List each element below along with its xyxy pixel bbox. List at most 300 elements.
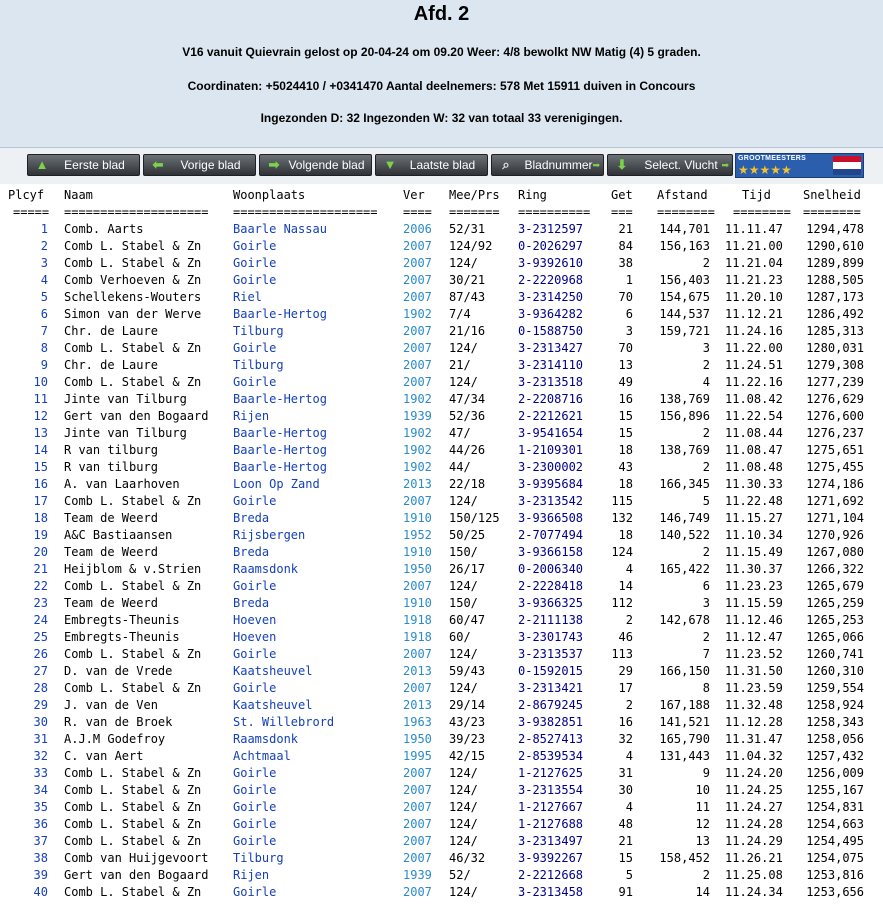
plcyf-cell: 13	[33, 426, 48, 440]
afstand-cell: 144,701	[659, 222, 710, 236]
ver-link[interactable]: 2007	[403, 681, 432, 695]
plcyf-cell: 22	[33, 579, 48, 593]
afstand-cell: 12	[695, 817, 710, 831]
ver-link[interactable]: 1950	[403, 732, 432, 746]
afstand-cell: 2	[702, 460, 710, 474]
ring-link[interactable]: 3-2313554	[518, 783, 584, 797]
ring-link[interactable]: 3-2313542	[518, 494, 584, 508]
naam-link: Jinte van Tilburg	[64, 426, 187, 440]
get-cell: 30	[618, 783, 633, 797]
tijd-cell: 11.24.29	[725, 834, 783, 848]
table-row	[0, 391, 883, 408]
ver-link[interactable]: 1902	[403, 460, 432, 474]
afstand-cell: 154,675	[659, 290, 710, 304]
mee-prs-cell: 52/36	[449, 409, 486, 423]
ver-link[interactable]: 1910	[403, 596, 432, 610]
naam-link: A&C Bastiaansen	[64, 528, 173, 542]
woonplaats-link[interactable]: Breda	[233, 596, 270, 610]
woonplaats-link[interactable]: Goirle	[233, 834, 277, 848]
naam-link: R van tilburg	[64, 460, 158, 474]
get-cell: 15	[618, 426, 633, 440]
select-flight-button[interactable]: ⬇ Select. Vlucht ➡	[607, 154, 733, 176]
ring-link[interactable]: 3-2313497	[518, 834, 584, 848]
ring-link[interactable]: 0-2006340	[518, 562, 584, 576]
woonplaats-link[interactable]: Rijen	[233, 409, 270, 423]
ver-link[interactable]: 1939	[403, 868, 432, 882]
ver-link[interactable]: 1902	[403, 426, 432, 440]
get-cell: 18	[618, 477, 633, 491]
naam-link: Simon van der Werve	[64, 307, 202, 321]
ver-link[interactable]: 2013	[403, 698, 432, 712]
naam-link: Chr. de Laure	[64, 324, 158, 338]
woonplaats-link[interactable]: Tilburg	[233, 324, 284, 338]
woonplaats-link[interactable]: Raamsdonk	[233, 562, 299, 576]
woonplaats-link[interactable]: Goirle	[233, 800, 277, 814]
snelheid-cell: 1277,239	[806, 375, 864, 389]
afstand-cell: 158,452	[659, 851, 710, 865]
woonplaats-link[interactable]: St. Willebrord	[233, 715, 335, 729]
plcyf-cell: 16	[33, 477, 48, 491]
ring-link[interactable]: 3-2312597	[518, 222, 584, 236]
get-cell: 32	[618, 732, 633, 746]
table-row	[0, 629, 883, 646]
ring-link[interactable]: 0-1592015	[518, 664, 584, 678]
woonplaats-link[interactable]: Rijsbergen	[233, 528, 306, 542]
naam-link: Comb Verhoeven & Zn	[64, 273, 202, 287]
get-cell: 84	[618, 239, 633, 253]
get-cell: 132	[611, 511, 633, 525]
snelheid-cell: 1294,478	[806, 222, 864, 236]
tijd-cell: 11.08.44	[725, 426, 783, 440]
woonplaats-link[interactable]: Goirle	[233, 494, 277, 508]
ring-link[interactable]: 3-2301743	[518, 630, 584, 644]
tijd-cell: 11.08.47	[725, 443, 783, 457]
ver-link[interactable]: 2007	[403, 324, 432, 338]
ring-link[interactable]: 3-9541654	[518, 426, 584, 440]
col-header-ring: Ring	[518, 188, 547, 202]
first-page-button[interactable]: ▲ Eerste blad	[27, 154, 140, 176]
plcyf-cell: 24	[33, 613, 48, 627]
tijd-cell: 11.23.23	[725, 579, 783, 593]
ring-link[interactable]: 3-9392610	[518, 256, 584, 270]
table-header	[0, 187, 883, 204]
woonplaats-link[interactable]: Goirle	[233, 885, 277, 899]
col-header-snelheid: Snelheid	[803, 188, 861, 202]
snelheid-cell: 1286,492	[806, 307, 864, 321]
chevron-right-icon: ➡	[592, 160, 600, 170]
naam-link: D. van de Vrede	[64, 664, 173, 678]
snelheid-cell: 1275,651	[806, 443, 864, 457]
col-header-naam: Naam	[64, 188, 93, 202]
coordinates-line: Coordinaten: +5024410 / +0341470 Aantal deelnemers: 578 Met 15911 duiven in Concours	[187, 79, 696, 93]
snelheid-cell: 1276,237	[806, 426, 864, 440]
next-page-button[interactable]: ➡ Volgende blad	[259, 154, 372, 176]
plcyf-cell: 11	[33, 392, 48, 406]
mee-prs-cell: 44/	[449, 460, 471, 474]
mee-prs-cell: 124/	[449, 783, 478, 797]
woonplaats-link[interactable]: Baarle-Hertog	[233, 460, 327, 474]
separator: ========	[733, 205, 791, 219]
col-header-plcyf: Plcyf	[8, 188, 45, 202]
plcyf-cell: 20	[33, 545, 48, 559]
ver-link[interactable]: 2007	[403, 358, 432, 372]
woonplaats-link[interactable]: Loon Op Zand	[233, 477, 320, 491]
naam-link: Embregts-Theunis	[64, 630, 180, 644]
ring-link[interactable]: 2-2212621	[518, 409, 584, 423]
page-header	[0, 0, 883, 148]
ver-link[interactable]: 2007	[403, 341, 432, 355]
ver-link[interactable]: 1910	[403, 511, 432, 525]
plcyf-cell: 38	[33, 851, 48, 865]
mee-prs-cell: 30/21	[449, 273, 486, 287]
tijd-cell: 11.30.33	[725, 477, 783, 491]
ver-link[interactable]: 1918	[403, 613, 432, 627]
ring-link[interactable]: 2-8539534	[518, 749, 584, 763]
ring-link[interactable]: 2-2220968	[518, 273, 584, 287]
ver-link[interactable]: 2013	[403, 664, 432, 678]
ring-link[interactable]: 0-2026297	[518, 239, 584, 253]
ring-link[interactable]: 2-2111138	[518, 613, 584, 627]
ring-link[interactable]: 2-8527413	[518, 732, 584, 746]
snelheid-cell: 1271,692	[806, 494, 864, 508]
woonplaats-link[interactable]: Tilburg	[233, 358, 284, 372]
afstand-cell: 144,537	[659, 307, 710, 321]
flight-info-line: V16 vanuit Quievrain gelost op 20-04-24 om 09.20 Weer: 4/8 bewolkt NW Matig (4) 5 graden.	[182, 45, 701, 59]
previous-page-button[interactable]: ⬅ Vorige blad	[143, 154, 256, 176]
plcyf-cell: 39	[33, 868, 48, 882]
mee-prs-cell: 124/	[449, 647, 478, 661]
mee-prs-cell: 26/17	[449, 562, 486, 576]
afstand-cell: 146,749	[659, 511, 710, 525]
woonplaats-link[interactable]: Breda	[233, 511, 270, 525]
naam-link: Schellekens-Wouters	[64, 290, 202, 304]
afstand-cell: 156,403	[659, 273, 710, 287]
woonplaats-link[interactable]: Rijen	[233, 868, 270, 882]
tijd-cell: 11.15.27	[725, 511, 783, 525]
get-cell: 15	[618, 409, 633, 423]
tijd-cell: 11.25.08	[725, 868, 783, 882]
woonplaats-link[interactable]: Goirle	[233, 783, 277, 797]
snelheid-cell: 1265,253	[806, 613, 864, 627]
plcyf-cell: 26	[33, 647, 48, 661]
ver-link[interactable]: 1918	[403, 630, 432, 644]
afstand-cell: 2	[702, 426, 710, 440]
naam-link: Comb L. Stabel & Zn	[64, 256, 202, 270]
naam-link: J. van de Ven	[64, 698, 158, 712]
ring-link[interactable]: 3-9366508	[518, 511, 584, 525]
ver-link[interactable]: 2007	[403, 834, 432, 848]
ring-link[interactable]: 2-2208716	[518, 392, 584, 406]
table-row	[0, 850, 883, 867]
ver-link[interactable]: 2007	[403, 783, 432, 797]
plcyf-cell: 4	[40, 273, 48, 287]
table-row	[0, 476, 883, 493]
get-cell: 18	[618, 443, 633, 457]
woonplaats-link[interactable]: Goirle	[233, 273, 277, 287]
woonplaats-link[interactable]: Raamsdonk	[233, 732, 299, 746]
woonplaats-link[interactable]: Goirle	[233, 647, 277, 661]
table-row	[0, 510, 883, 527]
tijd-cell: 11.22.54	[725, 409, 783, 423]
ver-link[interactable]: 1939	[403, 409, 432, 423]
navigation-toolbar	[0, 148, 883, 184]
ring-link[interactable]: 2-7077494	[518, 528, 584, 542]
ver-link[interactable]: 1995	[403, 749, 432, 763]
woonplaats-link[interactable]: Goirle	[233, 375, 277, 389]
naam-link: Comb L. Stabel & Zn	[64, 834, 202, 848]
ring-link[interactable]: 3-9382851	[518, 715, 584, 729]
ver-link[interactable]: 2007	[403, 375, 432, 389]
mee-prs-cell: 29/14	[449, 698, 486, 712]
plcyf-cell: 31	[33, 732, 48, 746]
ver-link[interactable]: 2007	[403, 579, 432, 593]
snelheid-cell: 1271,104	[806, 511, 864, 525]
woonplaats-link[interactable]: Goirle	[233, 817, 277, 831]
woonplaats-link[interactable]: Baarle-Hertog	[233, 307, 327, 321]
tijd-cell: 11.24.27	[725, 800, 783, 814]
snelheid-cell: 1280,031	[806, 341, 864, 355]
get-cell: 43	[618, 460, 633, 474]
plcyf-cell: 19	[33, 528, 48, 542]
ring-link[interactable]: 3-2300002	[518, 460, 584, 474]
ver-link[interactable]: 2007	[403, 766, 432, 780]
submission-line: Ingezonden D: 32 Ingezonden W: 32 van totaal 33 verenigingen.	[260, 111, 623, 125]
table-row	[0, 816, 883, 833]
ver-link[interactable]: 2007	[403, 256, 432, 270]
plcyf-cell: 25	[33, 630, 48, 644]
tijd-cell: 11.24.51	[725, 358, 783, 372]
naam-link: Comb L. Stabel & Zn	[64, 817, 202, 831]
plcyf-cell: 14	[33, 443, 48, 457]
ver-link[interactable]: 2007	[403, 885, 432, 899]
table-row	[0, 714, 883, 731]
tijd-cell: 11.22.48	[725, 494, 783, 508]
table-row	[0, 255, 883, 272]
naam-link: Comb L. Stabel & Zn	[64, 239, 202, 253]
col-header-woonplaats: Woonplaats	[233, 188, 306, 202]
naam-link: Jinte van Tilburg	[64, 392, 187, 406]
ring-link[interactable]: 3-9392267	[518, 851, 584, 865]
naam-link: Heijblom & v.Strien	[64, 562, 202, 576]
ring-link[interactable]: 1-2127667	[518, 800, 584, 814]
mee-prs-cell: 47/	[449, 426, 471, 440]
ver-link[interactable]: 2007	[403, 851, 432, 865]
col-header-tijd: Tijd	[742, 188, 771, 202]
star-rating-icon: ★★★★★	[738, 163, 792, 177]
table-row	[0, 731, 883, 748]
table-row	[0, 408, 883, 425]
ring-link[interactable]: 2-2212668	[518, 868, 584, 882]
naam-link: Comb van Huijgevoort	[64, 851, 209, 865]
ring-link[interactable]: 3-9366325	[518, 596, 584, 610]
tijd-cell: 11.31.47	[725, 732, 783, 746]
col-header-mee-prs: Mee/Prs	[449, 188, 500, 202]
afstand-cell: 8	[702, 681, 710, 695]
tijd-cell: 11.12.28	[725, 715, 783, 729]
plcyf-cell: 40	[33, 885, 48, 899]
ring-link[interactable]: 3-2313421	[518, 681, 584, 695]
ver-link[interactable]: 2007	[403, 239, 432, 253]
woonplaats-link[interactable]: Goirle	[233, 256, 277, 270]
ring-link[interactable]: 1-2109301	[518, 443, 584, 457]
table-body	[0, 221, 883, 901]
snelheid-cell: 1266,322	[806, 562, 864, 576]
table-row	[0, 765, 883, 782]
last-page-button[interactable]: ▼ Laatste blad	[375, 154, 488, 176]
table-row	[0, 782, 883, 799]
table-row	[0, 374, 883, 391]
woonplaats-link[interactable]: Breda	[233, 545, 270, 559]
plcyf-cell: 7	[40, 324, 48, 338]
afstand-cell: 156,163	[659, 239, 710, 253]
afstand-cell: 166,150	[659, 664, 710, 678]
ring-link[interactable]: 2-2228418	[518, 579, 584, 593]
snelheid-cell: 1270,926	[806, 528, 864, 542]
table-row	[0, 527, 883, 544]
tijd-cell: 11.24.34	[725, 885, 783, 899]
ver-link[interactable]: 1902	[403, 307, 432, 321]
arrow-left-icon: ⬅	[152, 157, 164, 172]
naam-link: Comb L. Stabel & Zn	[64, 375, 202, 389]
arrow-up-icon: ▲	[35, 157, 49, 172]
ring-link[interactable]: 3-9364282	[518, 307, 584, 321]
ring-link[interactable]: 3-2313518	[518, 375, 584, 389]
mee-prs-cell: 7/4	[449, 307, 471, 321]
mee-prs-cell: 124/	[449, 817, 478, 831]
grootmeesters-logo[interactable]: GROOTMEESTERS ★★★★★	[735, 153, 864, 178]
snelheid-cell: 1260,741	[806, 647, 864, 661]
tijd-cell: 11.08.48	[725, 460, 783, 474]
woonplaats-link[interactable]: Achtmaal	[233, 749, 291, 763]
get-cell: 115	[611, 494, 633, 508]
ring-link[interactable]: 0-1588750	[518, 324, 584, 338]
woonplaats-link[interactable]: Goirle	[233, 239, 277, 253]
naam-link: Gert van den Bogaard	[64, 409, 209, 423]
ring-link[interactable]: 3-9395684	[518, 477, 584, 491]
download-icon: ⬇	[616, 157, 628, 172]
woonplaats-link[interactable]: Baarle Nassau	[233, 222, 327, 236]
page-number-button[interactable]: ⌕ Bladnummer ➡	[491, 154, 604, 176]
get-cell: 70	[618, 290, 633, 304]
ring-link[interactable]: 3-2314110	[518, 358, 584, 372]
woonplaats-link[interactable]: Riel	[233, 290, 262, 304]
woonplaats-link[interactable]: Kaatsheuvel	[233, 698, 313, 712]
ver-link[interactable]: 2007	[403, 817, 432, 831]
woonplaats-link[interactable]: Baarle-Hertog	[233, 443, 327, 457]
ver-link[interactable]: 1902	[403, 392, 432, 406]
afstand-cell: 2	[702, 868, 710, 882]
afstand-cell: 165,422	[659, 562, 710, 576]
tijd-cell: 11.12.46	[725, 613, 783, 627]
get-cell: 14	[618, 579, 633, 593]
mee-prs-cell: 124/92	[449, 239, 493, 253]
header-separator	[0, 204, 883, 221]
woonplaats-link[interactable]: Baarle-Hertog	[233, 426, 327, 440]
afstand-cell: 131,443	[659, 749, 710, 763]
ring-link[interactable]: 3-2313537	[518, 647, 584, 661]
plcyf-cell: 27	[33, 664, 48, 678]
ring-link[interactable]: 2-8679245	[518, 698, 584, 712]
get-cell: 112	[611, 596, 633, 610]
plcyf-cell: 36	[33, 817, 48, 831]
naam-link: A.J.M Godefroy	[64, 732, 166, 746]
ring-link[interactable]: 3-2313427	[518, 341, 584, 355]
ver-link[interactable]: 2007	[403, 647, 432, 661]
get-cell: 21	[618, 834, 633, 848]
naam-link: Comb L. Stabel & Zn	[64, 681, 202, 695]
plcyf-cell: 15	[33, 460, 48, 474]
woonplaats-link[interactable]: Kaatsheuvel	[233, 664, 313, 678]
woonplaats-link[interactable]: Goirle	[233, 341, 277, 355]
ver-link[interactable]: 1910	[403, 545, 432, 559]
afstand-cell: 165,790	[659, 732, 710, 746]
separator: =====	[13, 205, 50, 219]
snelheid-cell: 1254,495	[806, 834, 864, 848]
woonplaats-link[interactable]: Tilburg	[233, 851, 284, 865]
ring-link[interactable]: 3-9366158	[518, 545, 584, 559]
snelheid-cell: 1285,313	[806, 324, 864, 338]
ver-link[interactable]: 1902	[403, 443, 432, 457]
mee-prs-cell: 124/	[449, 681, 478, 695]
ver-link[interactable]: 1950	[403, 562, 432, 576]
snelheid-cell: 1265,066	[806, 630, 864, 644]
ver-link[interactable]: 2007	[403, 800, 432, 814]
snelheid-cell: 1254,663	[806, 817, 864, 831]
table-row	[0, 867, 883, 884]
ver-link[interactable]: 2013	[403, 477, 432, 491]
ver-link[interactable]: 2007	[403, 290, 432, 304]
table-row	[0, 221, 883, 238]
table-row	[0, 748, 883, 765]
get-cell: 5	[625, 868, 633, 882]
snelheid-cell: 1279,308	[806, 358, 864, 372]
naam-link: Comb L. Stabel & Zn	[64, 341, 202, 355]
snelheid-cell: 1290,610	[806, 239, 864, 253]
tijd-cell: 11.24.20	[725, 766, 783, 780]
naam-link: Comb L. Stabel & Zn	[64, 800, 202, 814]
ring-link[interactable]: 1-2127688	[518, 817, 584, 831]
ver-link[interactable]: 1963	[403, 715, 432, 729]
ver-link[interactable]: 2007	[403, 494, 432, 508]
naam-link: Comb L. Stabel & Zn	[64, 494, 202, 508]
get-cell: 48	[618, 817, 633, 831]
afstand-cell: 2	[702, 545, 710, 559]
ring-link[interactable]: 1-2127625	[518, 766, 584, 780]
woonplaats-link[interactable]: Goirle	[233, 766, 277, 780]
ver-link[interactable]: 2006	[403, 222, 432, 236]
ring-link[interactable]: 3-2313458	[518, 885, 584, 899]
woonplaats-link[interactable]: Goirle	[233, 579, 277, 593]
ver-link[interactable]: 2007	[403, 273, 432, 287]
afstand-cell: 3	[702, 341, 710, 355]
ver-link[interactable]: 1952	[403, 528, 432, 542]
table-row	[0, 595, 883, 612]
snelheid-cell: 1257,432	[806, 749, 864, 763]
table-row	[0, 544, 883, 561]
plcyf-cell: 32	[33, 749, 48, 763]
table-row	[0, 493, 883, 510]
woonplaats-link[interactable]: Baarle-Hertog	[233, 392, 327, 406]
woonplaats-link[interactable]: Goirle	[233, 681, 277, 695]
get-cell: 113	[611, 647, 633, 661]
ring-link[interactable]: 3-2314250	[518, 290, 584, 304]
snelheid-cell: 1255,167	[806, 783, 864, 797]
mee-prs-cell: 59/43	[449, 664, 486, 678]
woonplaats-link[interactable]: Hoeven	[233, 613, 277, 627]
woonplaats-link[interactable]: Hoeven	[233, 630, 277, 644]
naam-link: Chr. de Laure	[64, 358, 158, 372]
get-cell: 16	[618, 392, 633, 406]
